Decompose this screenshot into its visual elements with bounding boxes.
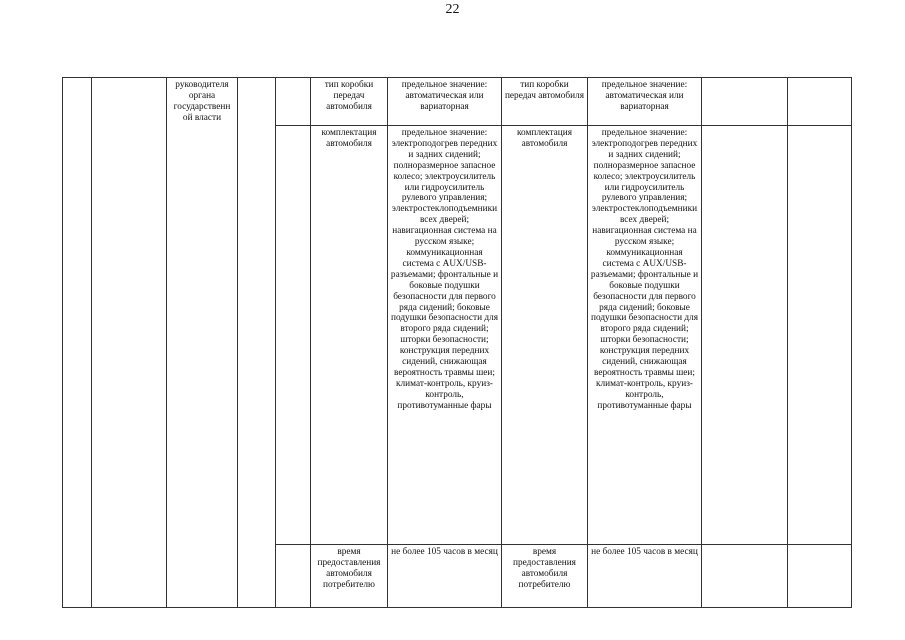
table-cell-empty [788,78,852,126]
table-cell-param-value: предельное значение: электроподогрев передних и задних сидений; полноразмерное запасное колесо; электроусилитель или гидроусилитель рулевого управления; электростеклоподъемники всех дверей; навигационная система на русском языке; коммуникационная система с AUX/USB-разъемами; фронтальные и боковые подушки безопасности для первого ряда сидений; боковые подушки безопасности для второго ряда сидений; шторки безопасности; конструкция передних сидений, снижающая вероятность травмы шеи; климат-контроль, круиз-контроль, противотуманные фары [388,126,502,545]
table-cell-param-name: комплектация автомобиля [502,126,588,545]
table-cell-param-name: тип коробки передач автомобиля [502,78,588,126]
table-cell-empty [702,545,788,608]
table-row [63,78,852,126]
table-cell-empty [702,126,788,545]
table-cell-param-value: не более 105 часов в месяц [388,545,502,608]
table-cell-param-value: предельное значение: автоматическая или вариаторная [388,78,502,126]
table-cell-param-value: предельное значение: автоматическая или вариаторная [588,78,702,126]
table-cell-param-value: не более 105 часов в месяц [588,545,702,608]
table-cell-param-name: время предоставления автомобиля потребителю [311,545,388,608]
table-cell-param-name: тип коробки передач автомобиля [311,78,388,126]
table-cell-param-value: предельное значение: электроподогрев передних и задних сидений; полноразмерное запасное колесо; электроусилитель или гидроусилитель рулевого управления; электростеклоподъемники всех дверей; навигационная система на русском языке; коммуникационная система с AUX/USB-разъемами; фронтальные и боковые подушки безопасности для первого ряда сидений; боковые подушки безопасности для второго ряда сидений; шторки безопасности; конструкция передних сидений, снижающая вероятность травмы шеи; климат-контроль, круиз-контроль, противотуманные фары [588,126,702,545]
table-cell-number [63,78,92,608]
table-cell-empty [788,545,852,608]
page-number: 22 [445,2,460,17]
table-cell-unit [276,78,311,126]
table-cell-empty [788,126,852,545]
requirements-table [62,77,852,608]
table-cell-organ [167,78,238,608]
table-cell-param-name: время предоставления автомобиля потребителю [502,545,588,608]
table-cell-unit [276,126,311,545]
table-cell-param-name: комплектация автомобиля [311,126,388,545]
organ-text: руководителя органа государственн ой власти [173,80,231,123]
table-cell-empty [702,78,788,126]
table-cell-unit [276,545,311,608]
table-cell-category [92,78,167,608]
table-cell-code [238,78,276,608]
